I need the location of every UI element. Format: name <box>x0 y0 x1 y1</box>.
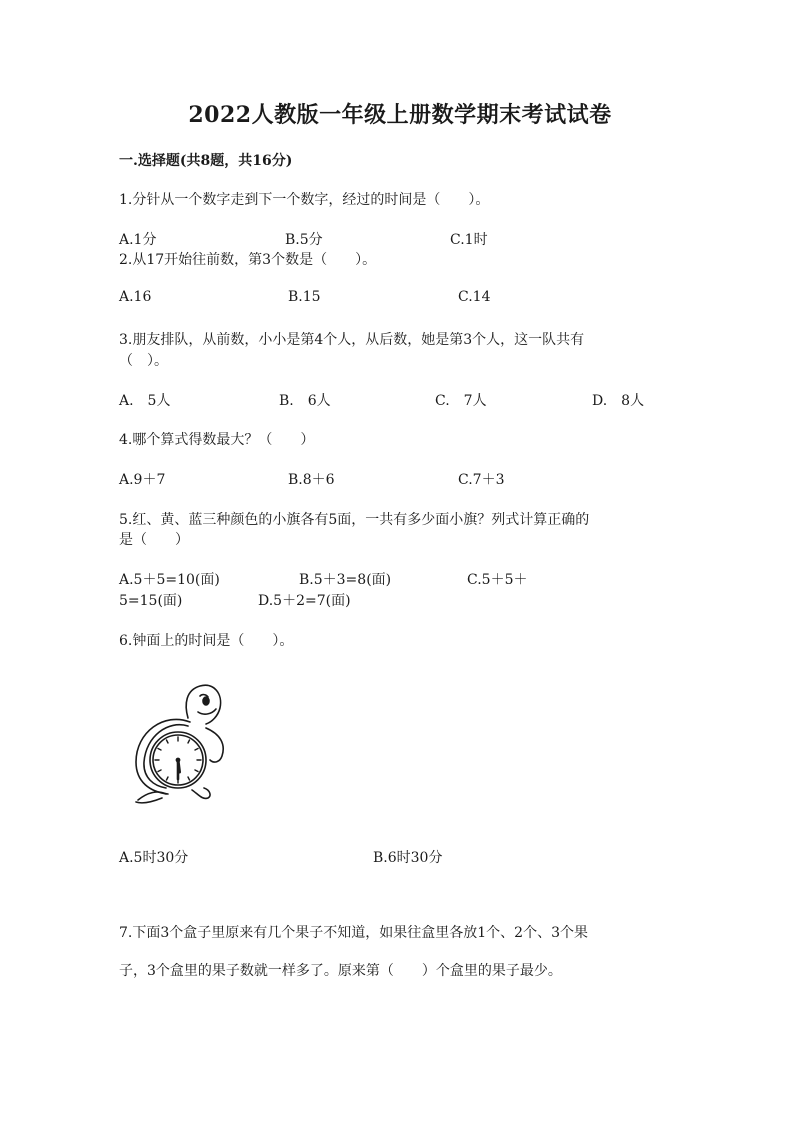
question-5-line2: 是（ ） <box>119 532 189 548</box>
question-7-line1: 7.下面3个盒子里原来有几个果子不知道，如果往盒里各放1个、2个、3个果 <box>119 925 588 941</box>
option-3c[interactable]: C. 7人 <box>435 393 487 409</box>
question-3-line1: 3.朋友排队，从前数，小小是第4个人，从后数，她是第3个人，这一队共有 <box>119 332 585 348</box>
option-2a[interactable]: A.16 <box>119 289 152 305</box>
question-6: 6.钟面上的时间是（ ）。 <box>119 633 294 649</box>
option-3d[interactable]: D. 8人 <box>592 393 645 409</box>
option-6b[interactable]: B.6时30分 <box>373 850 443 866</box>
option-5b[interactable]: B.5＋3=8(面) <box>299 572 392 588</box>
question-5-line1: 5.红、黄、蓝三种颜色的小旗各有5面，一共有多少面小旗？列式计算正确的 <box>119 512 590 528</box>
question-7-line2: 子，3个盒里的果子数就一样多了。原来第（ ）个盒里的果子最少。 <box>119 963 562 979</box>
page-title: 2022人教版一年级上册数学期末考试试卷 <box>188 102 612 128</box>
option-1c[interactable]: C.1时 <box>450 232 488 248</box>
option-4b[interactable]: B.8＋6 <box>288 472 335 488</box>
option-5c-continued: 5=15(面) <box>119 593 183 609</box>
turtle-clock-illustration <box>128 682 228 807</box>
question-1: 1.分针从一个数字走到下一个数字，经过的时间是（ ）。 <box>119 192 490 208</box>
section-heading: 一.选择题(共8题，共16分) <box>119 153 293 169</box>
question-2: 2.从17开始往前数，第3个数是（ ）。 <box>119 252 377 268</box>
option-2c[interactable]: C.14 <box>458 289 491 305</box>
option-3b[interactable]: B. 6人 <box>279 393 331 409</box>
option-5d[interactable]: D.5＋2=7(面) <box>258 593 351 609</box>
option-1b[interactable]: B.5分 <box>285 232 323 248</box>
option-6a[interactable]: A.5时30分 <box>119 850 189 866</box>
option-5c[interactable]: C.5＋5＋ <box>467 572 528 588</box>
option-2b[interactable]: B.15 <box>288 289 321 305</box>
option-3a[interactable]: A. 5人 <box>119 393 171 409</box>
option-1a[interactable]: A.1分 <box>119 232 157 248</box>
question-4: 4.哪个算式得数最大？（ ） <box>119 432 315 448</box>
option-4a[interactable]: A.9＋7 <box>119 472 166 488</box>
question-3-line2: （ ）。 <box>119 353 168 369</box>
option-4c[interactable]: C.7＋3 <box>458 472 505 488</box>
option-5a[interactable]: A.5＋5=10(面) <box>119 572 220 588</box>
